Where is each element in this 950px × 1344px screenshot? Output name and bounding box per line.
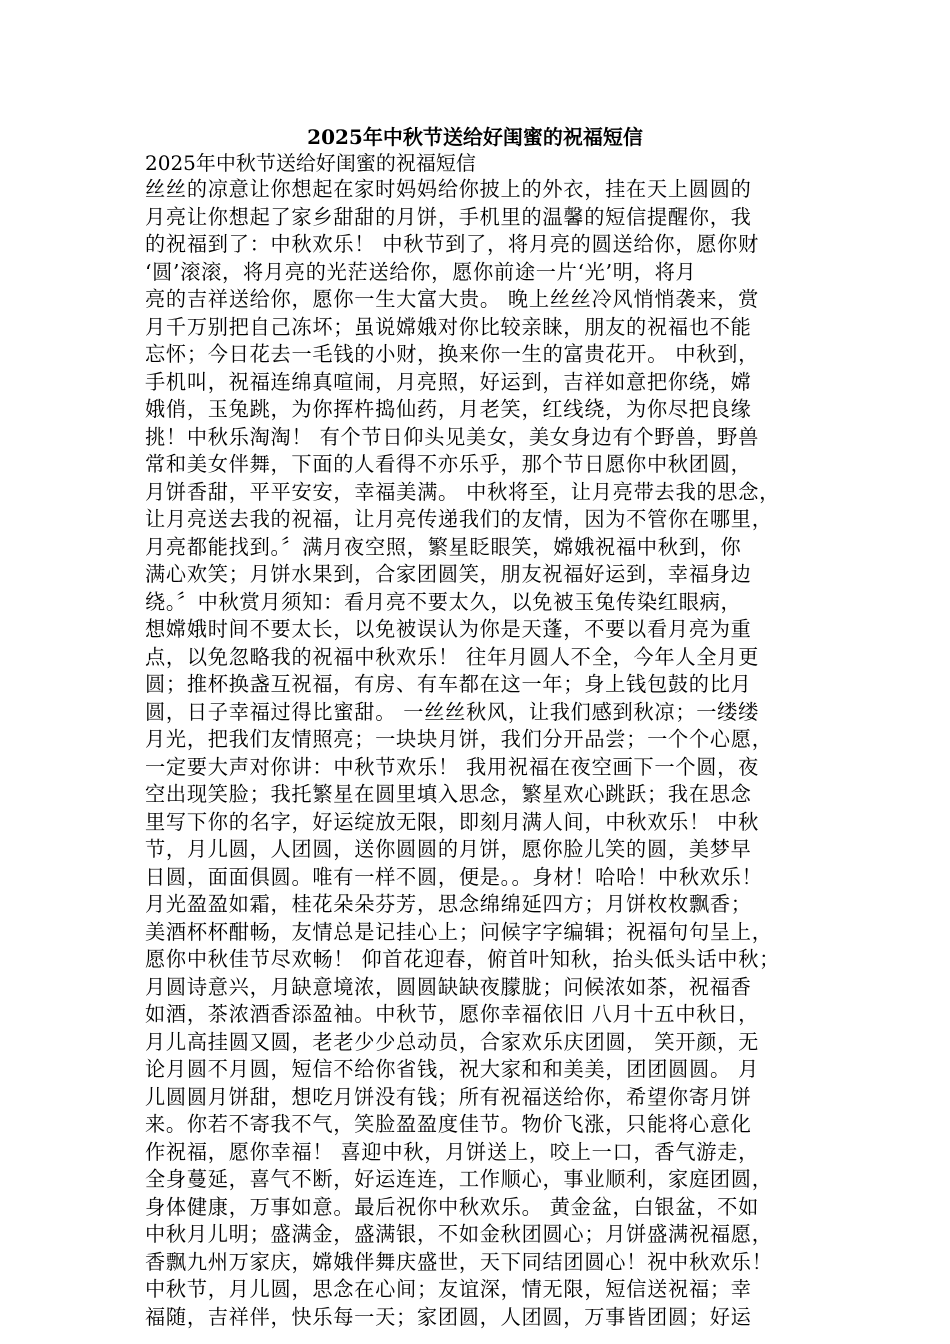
body-text-line: 娥俏，玉兔跳，为你挥杵捣仙药，月老笑，红线绕，为你尽把良缘 [145,397,752,421]
body-text-line: 亮的吉祥送给你，愿你一生大富大贵。 晚上丝丝冷风悄悄袭来，赏 [145,287,760,311]
body-text-line: 点，以免忽略我的祝福中秋欢乐！ 往年月圆人不全，今年人全月更 [145,644,760,669]
body-text-line: 里写下你的名字，好运绽放无限，即刻月满人间，中秋欢乐！ 中秋 [145,809,760,834]
body-text-line: 月光，把我们友情照亮；一块块月饼，我们分开品尝；一个个心愿， [145,727,773,751]
body-text-line: 月饼香甜，平平安安，幸福美满。 中秋将至，让月亮带去我的思念， [145,479,781,504]
body-text-line: 空出现笑脸；我托繁星在圆里填入思念，繁星欢心跳跃；我在思念 [145,782,752,806]
body-text-line: 绕。〞中秋赏月须知：看月亮不要太久，以免被玉兔传染红眼病， [145,589,742,614]
body-text-line: 中秋节，月儿圆，思念在心间；友谊深，情无限，短信送祝福；幸 [145,1277,752,1301]
body-text-line: 常和美女伴舞，下面的人看得不亦乐乎，那个节日愿你中秋团圆， [145,452,752,476]
body-text-line: 来。你若不寄我不气，笑脸盈盈度佳节。物价飞涨，只能将心意化 [145,1112,752,1136]
body-text-line: 作祝福，愿你幸福！ 喜迎中秋，月饼送上，咬上一口，香气游走， [145,1139,760,1164]
body-text-line: 月圆诗意兴，月缺意境浓，圆圆缺缺夜朦胧；问候浓如茶，祝福香 [145,974,752,999]
body-text-line: 圆，日子幸福过得比蜜甜。 一丝丝秋风，让我们感到秋凉；一缕缕 [145,699,760,724]
body-text-line: 全身蔓延，喜气不断，好运连连，工作顺心，事业顺利，家庭团圆， [145,1167,773,1191]
body-text-line: 中秋月儿明；盛满金，盛满银，不如金秋团圆心；月饼盛满祝福愿， [145,1222,773,1246]
document-body [145,176,825,1331]
body-text-line: 忘怀；今日花去一毛钱的小财，换来你一生的富贵花开。 中秋到， [145,342,760,366]
body-text-line: 的祝福到了：中秋欢乐！ 中秋节到了，将月亮的圆送给你，愿你财 [145,232,760,256]
body-text-line: ‘圆’滚滚，将月亮的光茫送给你，愿你前途一片‘光’明，将月 [145,259,697,284]
body-text-line: 香飘九州万家庆，嫦娥伴舞庆盛世，天下同结团圆心！祝中秋欢乐！ [145,1249,773,1274]
body-text-line: 如酒，茶浓酒香添盈袖。中秋节，愿你幸福依旧 八月十五中秋日， [145,1002,760,1026]
body-text-line: 儿圆圆月饼甜，想吃月饼没有钱；所有祝福送给你，希望你寄月饼 [145,1084,752,1109]
body-text-line: 手机叫，祝福连绵真喧闹，月亮照，好运到，吉祥如意把你绕，嫦 [145,369,752,394]
body-text-line: 一定要大声对你讲：中秋节欢乐！ 我用祝福在夜空画下一个圆，夜 [145,754,760,779]
body-text-line: 圆；推杯换盏互祝福，有房、有车都在这一年；身上钱包鼓的比月 [145,672,752,696]
body-text-line: 月儿高挂圆又圆，老老少少总动员，合家欢乐庆团圆， 笑开颜，无 [145,1029,760,1054]
body-text-line: 满心欢笑；月饼水果到，合家团圆笑，朋友祝福好运到，幸福身边 [145,562,752,586]
body-text-line: 让月亮送去我的祝福，让月亮传递我们的友情，因为不管你在哪里， [145,507,773,531]
body-text-line: 想嫦娥时间不要太长，以免被误认为你是天蓬，不要以看月亮为重 [145,617,752,641]
body-text-line: 月千万别把自己冻坏；虽说嫦娥对你比较亲睐，朋友的祝福也不能 [145,314,752,339]
body-text-line: 挑！中秋乐淘淘！ 有个节日仰头见美女，美女身边有个野兽，野兽 [145,424,760,449]
body-text-line: 福随，吉祥伴，快乐每一天；家团圆，人团圆，万事皆团圆；好运 [145,1304,752,1329]
document-subtitle: 2025年中秋节送给好闺蜜的祝福短信 [145,151,476,175]
body-text-line: 月亮让你想起了家乡甜甜的月饼，手机里的温馨的短信提醒你，我 [145,204,752,229]
body-text-line: 论月圆不月圆，短信不给你省钱，祝大家和和美美，团团圆圆。 月 [145,1057,760,1081]
body-text-line: 月亮都能找到。〞满月夜空照，繁星眨眼笑，嫦娥祝福中秋到，你 [145,534,742,559]
body-text-line: 丝丝的凉意让你想起在家时妈妈给你披上的外衣，挂在天上圆圆的 [145,177,752,201]
body-text-line: 愿你中秋佳节尽欢畅！ 仰首花迎春，俯首叶知秋，抬头低头话中秋； [145,947,781,971]
body-text-line: 身体健康，万事如意。最后祝你中秋欢乐。 黄金盆，白银盆，不如 [145,1194,760,1219]
body-text-line: 月光盈盈如霜，桂花朵朵芬芳，思念绵绵延四方；月饼枚枚飘香； [145,892,752,916]
body-text-line: 节，月儿圆，人团圆，送你圆圆的月饼，愿你脸儿笑的圆，美梦早 [145,837,752,861]
document-title: 2025年中秋节送给好闺蜜的祝福短信 [307,125,643,149]
body-text-line: 美酒杯杯酣畅，友情总是记挂心上；问候字字编辑；祝福句句呈上， [145,919,773,944]
body-text-line: 日圆，面面俱圆。唯有一样不圆，便是。。身材！哈哈！中秋欢乐！ [145,864,763,889]
